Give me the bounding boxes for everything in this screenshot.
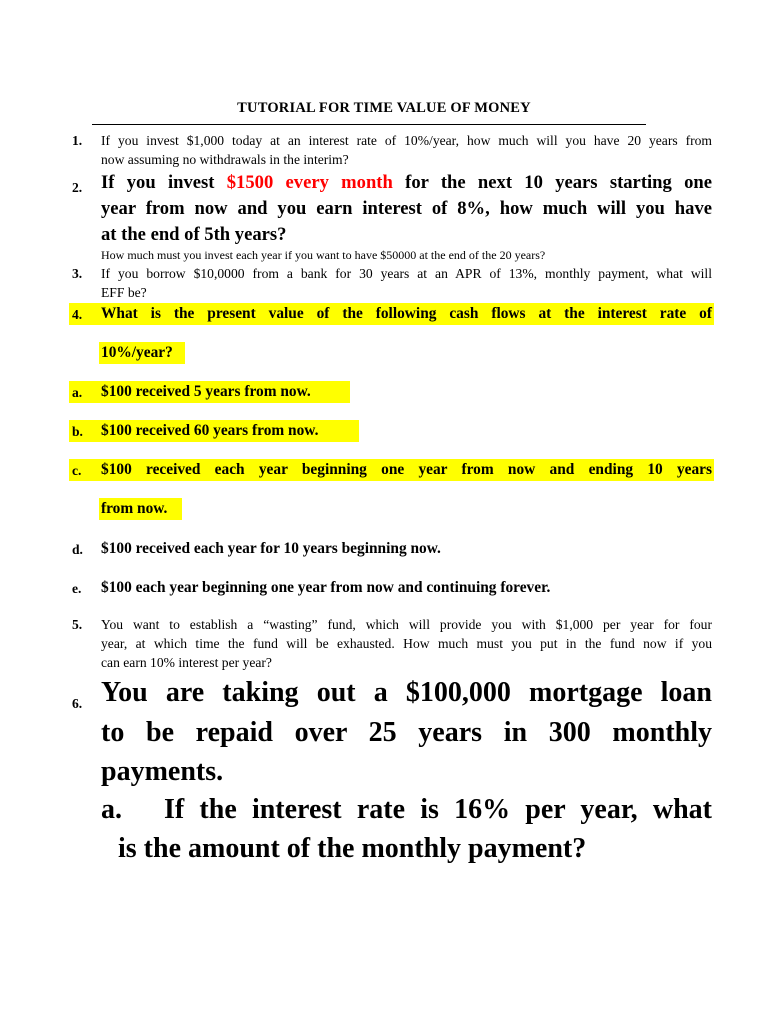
item-label: d. xyxy=(72,542,83,557)
question-5-line-1: You want to establish a “wasting” fund, which will provide you with $1,000 per year for four xyxy=(101,617,712,632)
question-number: 3. xyxy=(72,266,83,281)
item-label: e. xyxy=(72,581,82,596)
title-underline xyxy=(92,124,646,125)
highlighted-amount: $1500 every month xyxy=(226,172,393,193)
item-label: b. xyxy=(72,424,83,439)
document-title: TUTORIAL FOR TIME VALUE OF MONEY xyxy=(237,100,531,116)
question-5-line-2: year, at which time the fund will be exhausted. How much must you put in the fund now if you xyxy=(101,636,712,651)
question-3-line-1: If you borrow $10,0000 from a bank for 30 years at an APR of 13%, monthly payment, what will xyxy=(101,266,712,281)
question-1-line-2: now assuming no withdrawals in the interim? xyxy=(101,152,349,167)
question-6-sub-a-line-2: is the amount of the monthly payment? xyxy=(118,833,587,864)
question-6-line-2: to be repaid over 25 years in 300 monthly xyxy=(101,716,712,748)
question-1-line-1: If you invest $1,000 today at an interest rate of 10%/year, how much will you have 20 years from xyxy=(101,133,712,148)
question-2-line-2: year from now and you earn interest of 8%, how much will you have xyxy=(101,198,712,219)
item-label: c. xyxy=(72,463,82,478)
question-5-line-3: can earn 10% interest per year? xyxy=(101,655,272,670)
document-page: TUTORIAL FOR TIME VALUE OF MONEY 1. If you invest $1,000 today at an interest rate of 10%/year, how much will you have 20 years from now assuming no withdrawals in the interim? 2. If you invest $1500 every month for the next 10 years starting one year from now and you earn interest of 8%, how much will you have at the end of 5th years? How much must you invest each year if you want to have $50000 at the end of the 20 years? 3. If you borrow $10,0000 from a bank for 30 years at an APR of 13%, monthly payment, what will EFF be? 4. What is the present value of the following cash flows at the interest rate of 10%/year? a. $100 received 5 years from now. b. $100 received 60 years from now. c. $100 received each year beginning one year from now and ending 10 years from now. d. $100 received each year for 10 years beginning now. e. $100 each year beginning one year from now and continuing forever. 5. You want to establish a “wasting” fund, which will provide you with $1,000 per year for four year, at which time the fund will be exhausted. How much must you put in the fund now if you can earn 10% interest per year? 6. You are taking out a $100,000 mortgage loan to be repaid over 25 years in 300 monthly payments. a. If the interest rate is 16% per year, what is the amount of the monthly payment? xyxy=(0,0,768,1024)
question-number: 5. xyxy=(72,617,83,632)
item-label: a. xyxy=(72,385,83,400)
question-6-line-3: payments. xyxy=(101,756,224,787)
question-6-line-1: You are taking out a $100,000 mortgage loan xyxy=(101,677,712,708)
question-number: 6. xyxy=(72,696,83,711)
question-number: 2. xyxy=(72,180,83,195)
question-number: 1. xyxy=(72,133,83,148)
question-2-line-1: If you invest $1500 every month for the next 10 years starting one xyxy=(101,172,712,193)
question-2-line-3: at the end of 5th years? xyxy=(101,224,287,245)
question-number: 4. xyxy=(72,307,83,322)
item-label: a. xyxy=(101,794,122,825)
question-6-sub-a-line-1: If the interest rate is 16% per year, what xyxy=(164,794,712,825)
question-3-line-2: EFF be? xyxy=(101,285,147,300)
question-4-line-1: What is the present value of the following cash flows at the interest rate of xyxy=(101,305,712,322)
